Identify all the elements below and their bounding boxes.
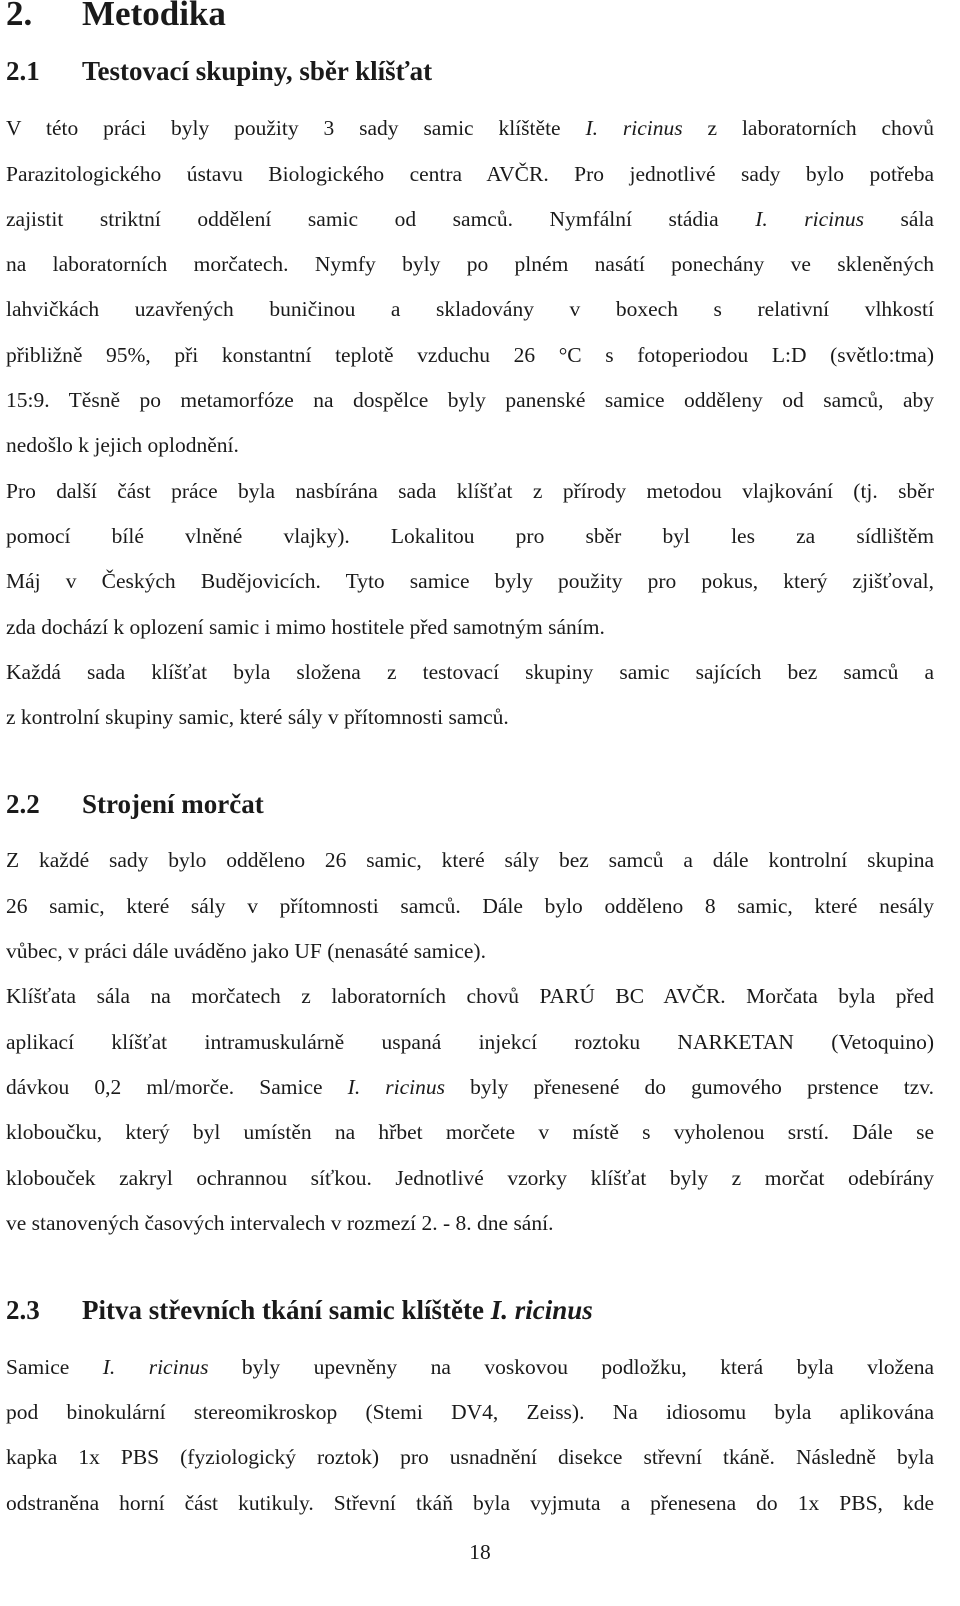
text-line: nedošlo k jejich oplodnění. (6, 433, 239, 457)
text-line: Máj v Českých Budějovicích. Tyto samice byly použity pro pokus, který zjišťoval, (6, 569, 934, 593)
text-line: přibližně 95%, při konstantní teplotě vzduchu 26 °C s fotoperiodou L:D (světlo:tma) (6, 343, 934, 367)
text-line: ve stanovených časových intervalech v rozmezí 2. - 8. dne sání. (6, 1211, 554, 1235)
subsection-number: 2.1 (6, 56, 40, 86)
text-line: Pro další část práce byla nasbírána sada klíšťat z přírody metodou vlajkování (tj. sběr (6, 479, 934, 503)
text-line: odstraněna horní část kutikuly. Střevní tkáň byla vyjmuta a přenesena do 1x PBS, kde (6, 1491, 934, 1515)
subsection-heading-2-1 (6, 56, 432, 87)
section-title: Metodika (82, 0, 226, 33)
text-line: z kontrolní skupiny samic, které sály v přítomnosti samců. (6, 705, 509, 729)
text-line: kapka 1x PBS (fyziologický roztok) pro usnadnění disekce střevní tkáně. Následně byla (6, 1445, 934, 1469)
page-number: 18 (469, 1540, 491, 1564)
text-line: V této práci byly použity 3 sady samic klíštěte I. ricinus z laboratorních chovů (6, 116, 934, 140)
section-number: 2. (6, 0, 33, 33)
text-line: zajistit striktní oddělení samic od samců. Nymfální stádia I. ricinus sála (6, 207, 934, 231)
subsection-number: 2.2 (6, 789, 40, 819)
text-line: dávkou 0,2 ml/morče. Samice I. ricinus byly přenesené do gumového prstence tzv. (6, 1075, 934, 1099)
subsection-title: Testovací skupiny, sběr klíšťat (82, 56, 433, 86)
text-line: aplikací klíšťat intramuskulárně uspaná injekcí roztoku NARKETAN (Vetoquino) (6, 1030, 934, 1054)
text-line: Každá sada klíšťat byla složena z testovací skupiny samic sajících bez samců a (6, 660, 934, 684)
section-heading (6, 0, 226, 34)
subsection-number: 2.3 (6, 1295, 40, 1325)
text-line: Samice I. ricinus byly upevněny na voskovou podložku, která byla vložena (6, 1355, 934, 1379)
text-line: kloboučku, který byl umístěn na hřbet morčete v místě s vyholenou srstí. Dále se (6, 1120, 934, 1144)
subsection-title-species: I. ricinus (490, 1295, 593, 1325)
text-line: Parazitologického ústavu Biologického centra AVČR. Pro jednotlivé sady bylo potřeba (6, 162, 934, 186)
text-line: klobouček zakryl ochrannou síťkou. Jednotlivé vzorky klíšťat byly z morčat odebírány (6, 1166, 934, 1190)
text-line: lahvičkách uzavřených buničinou a skladovány v boxech s relativní vlhkostí (6, 297, 934, 321)
text-line: pomocí bílé vlněné vlajky). Lokalitou pro sběr byl les za sídlištěm (6, 524, 934, 548)
subsection-title: Strojení morčat (82, 789, 264, 819)
text-line: zda dochází k oplození samic i mimo hostitele před samotným sáním. (6, 615, 605, 639)
text-line: vůbec, v práci dále uváděno jako UF (nenasáté samice). (6, 939, 486, 963)
subsection-heading-2-2 (6, 789, 264, 820)
subsection-title: Pitva střevních tkání samic klíštěte (82, 1295, 484, 1325)
text-line: na laboratorních morčatech. Nymfy byly po plném nasátí ponechány ve skleněných (6, 252, 934, 276)
text-line: 15:9. Těsně po metamorfóze na dospělce byly panenské samice odděleny od samců, aby (6, 388, 934, 412)
text-line: Klíšťata sála na morčatech z laboratorních chovů PARÚ BC AVČR. Morčata byla před (6, 984, 934, 1008)
text-line: pod binokulární stereomikroskop (Stemi DV4, Zeiss). Na idiosomu byla aplikována (6, 1400, 934, 1424)
text-line: Z každé sady bylo odděleno 26 samic, které sály bez samců a dále kontrolní skupina (6, 848, 934, 872)
subsection-heading-2-3 (6, 1295, 593, 1326)
text-line: 26 samic, které sály v přítomnosti samců. Dále bylo odděleno 8 samic, které nesály (6, 894, 934, 918)
